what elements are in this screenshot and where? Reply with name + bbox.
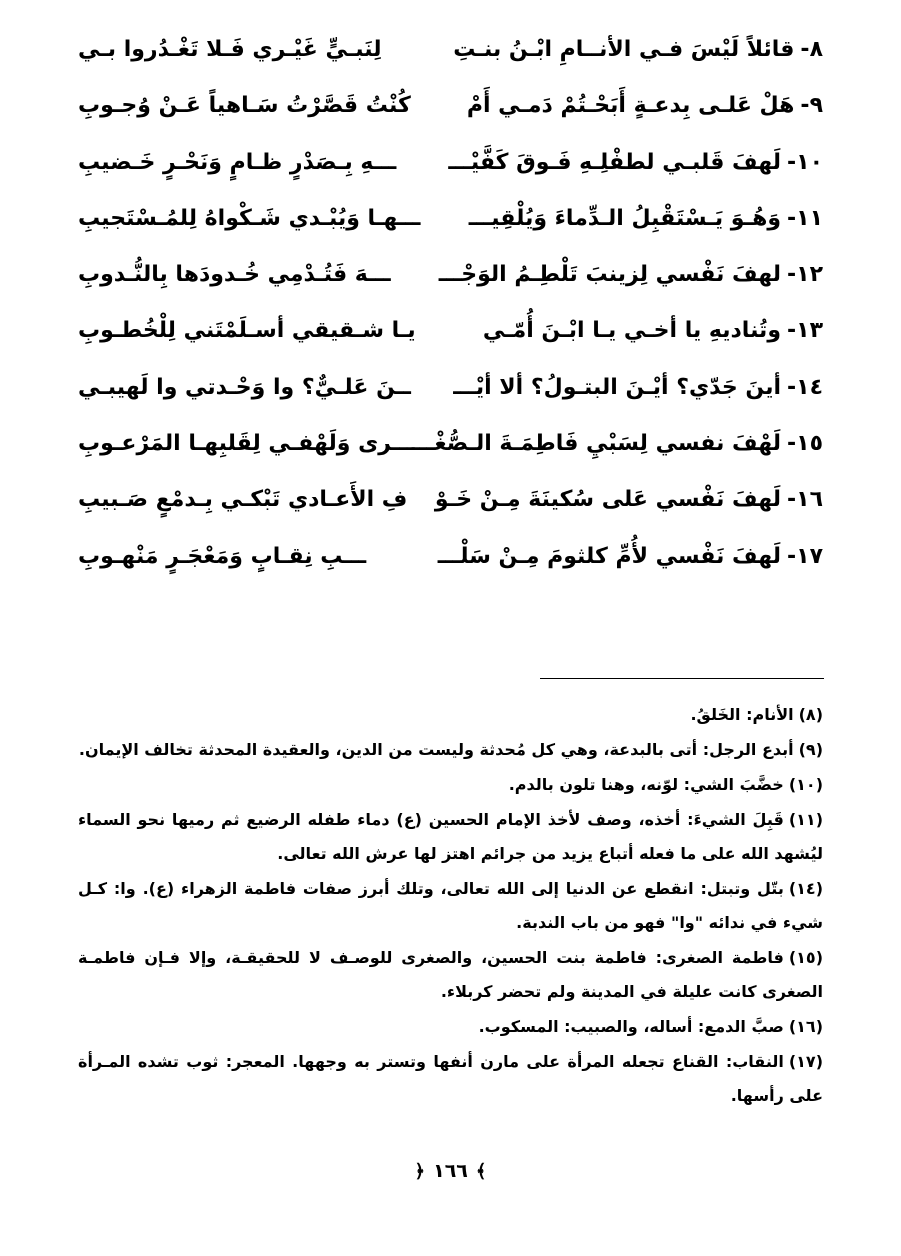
verse [78,135,823,191]
footnote-separator [540,678,824,679]
verse-second-hemistich: ـــبِ نِقـابٍ وَمَعْجَـرٍ مَنْهـوبِ [78,543,367,569]
verse-first-text: لَهْفَ نفسي لِسَبْيِ فَاطِمَـةَ الـصُّغْـــ [411,431,781,457]
verse-first-hemistich [468,303,823,359]
footnote [78,941,823,1009]
verse-first-hemistich [448,135,823,191]
verse [78,529,823,585]
footnote-number: (١٥) [788,948,823,967]
footnote-number: (٩) [798,740,823,759]
footnote-text: فاطمة الصغرى: فاطمة بنت الحسين، والصغرى للوصـف لا للحقيقـة، وإلا فـإن فاطمـة الصغرى كانت عليلة في المدينة ولم تحضر كربلاء. [78,948,823,1001]
ornament-bracket-left: ﴿ [414,1161,426,1182]
verse-first-text: لَهفَ نَفْسي عَلى سُكينَةَ مِـنْ خَـوْ [434,487,781,513]
verse-number: ٩- [800,93,823,119]
verse-number: ٨- [800,37,823,62]
verse-second-hemistich: ــنَ عَلـيٌّ؟ وا وَحْـدتي وا لَهيبـي [78,374,411,400]
verse-first-text: وَهُـوَ يَـسْتَقْبِلُ الـدِّماءَ وَيُلْقِيـــ [468,205,781,231]
verse-first-text: قائلاً لَيْسَ فـي الأنــامِ ابْـنُ بنـتِ [453,37,795,62]
verse-second-hemistich: ـــهَ فَتُـدْمِي خُـدودَها بِالنُّـدوبِ [78,262,391,288]
verse [78,22,823,78]
verse-first-hemistich [468,78,823,134]
footnote-text: قَبِلَ الشيءَ: أخذه، وصف لأخذ الإمام الحسين (ع) دماء طفله الرضيع ثم رميها نحو السماء ليُشهد الله على ما فعله أتباع يزيد من جرائم اهتز لها عرش الله تعالى. [78,810,823,863]
footnote-number: (١٤) [788,879,823,898]
verse-number: ١٥- [787,431,823,457]
verse-number: ١٢- [787,262,823,288]
verse [78,472,823,528]
verse [78,303,823,359]
footnote [78,698,823,732]
footnote [78,803,823,871]
ornament-bracket-right: ﴾ [475,1161,487,1182]
verse-number: ١٦- [787,487,823,513]
verse-first-hemistich [434,472,823,528]
verse-first-hemistich [437,529,823,585]
footnote-text: الأنام: الخَلقُ. [690,705,794,724]
verse-second-hemistich: ـــهـا وَيُبْـدي شَـكْواهُ لِلمُـسْتَجيبِ [78,205,421,231]
footnote-text: بتّل وتبتل: انقطع عن الدنيا إلى الله تعالى، وتلك أبرز صفات فاطمة الزهراء (ع). وا: كـل شيء في ندائه "وا" فهو من باب الندبة. [78,879,823,932]
verse [78,247,823,303]
footnote-number: (٨) [798,705,823,724]
verse-first-hemistich [453,22,823,78]
footnote [78,1010,823,1044]
verse-first-hemistich [468,191,823,247]
footnotes [78,698,823,1114]
footnote-number: (١٠) [788,775,823,794]
verse-first-hemistich [453,360,823,416]
footnote [78,872,823,940]
verse-first-text: هَلْ عَلـى بِدعـةٍ أَبَحْـتُمْ دَمـي أَمْ [466,93,795,119]
footnote-text: النقاب: القناع تجعله المرأة على مارن أنفها وتستر به وجهها. المعجر: ثوب تشده المـرأة على رأسها. [78,1052,823,1105]
footnote [78,768,823,802]
verse-number: ١٠- [787,149,823,175]
verse [78,191,823,247]
verse-number: ١٧- [787,543,823,569]
verse [78,360,823,416]
page-number-value: ١٦٦ [433,1160,468,1182]
verse-first-hemistich [411,416,823,472]
verse-second-hemistich: كُنْتُ قَصَّرْتُ سَـاهياً عَـنْ وُجـوبِ [78,93,411,119]
verse-second-hemistich: لِنَبـيٍّ غَيْـري فَـلا تَغْـدُروا بـي [78,37,382,62]
verse-number: ١٣- [787,318,823,344]
verse-second-hemistich: ـــرى وَلَهْفـي لِقَلبِهـا المَرْعـوبِ [78,431,415,457]
verse-first-text: لَهفَ قَلبـي لطفْلِـهِ فَـوقَ كَفَّيْـــ [448,149,781,175]
footnote [78,733,823,767]
verse-first-text: أينَ جَدّي؟ أيْـنَ البتـولُ؟ ألا أيْـــ [453,374,781,400]
poem [78,22,823,585]
verse-first-text: لَهفَ نَفْسي لأُمِّ كلثومَ مِـنْ سَلْـــ [437,543,781,569]
verse-number: ١٤- [787,374,823,400]
footnote-number: (١١) [788,810,823,829]
footnote-number: (١٧) [788,1052,823,1071]
verse-second-hemistich: يـا شـقيقي أسـلَمْتَني لِلْخُطـوبِ [78,318,416,344]
page-number [0,1160,901,1182]
footnote-text: صبَّ الدمع: أساله، والصبيب: المسكوب. [478,1017,784,1036]
verse-first-text: لهفَ نَفْسي لِزينبَ تَلْطِـمُ الوَجْـــ [438,262,781,288]
verse-first-hemistich [438,247,823,303]
footnote-number: (١٦) [788,1017,823,1036]
footnote-text: خضَّبَ الشي: لوّنه، وهنا تلون بالدم. [508,775,784,794]
verse-first-text: وتُناديهِ يا أخـي يـا ابْـنَ أُمّـي [482,318,781,344]
footnote-text: أبدع الرجل: أتى بالبدعة، وهي كل مُحدثة وليست من الدين، والعقيدة المحدثة تخالف الإيمان. [78,740,794,759]
verse [78,78,823,134]
footnote [78,1045,823,1113]
verse [78,416,823,472]
verse-second-hemistich: ـــهِ بِـصَدْرٍ ظـامٍ وَنَحْـرٍ خَـضيبِ [78,149,397,175]
verse-number: ١١- [787,205,823,231]
verse-second-hemistich: فِ الأَعـادي تَبْكـي بِـدمْعٍ صَـبيبِ [78,487,408,513]
